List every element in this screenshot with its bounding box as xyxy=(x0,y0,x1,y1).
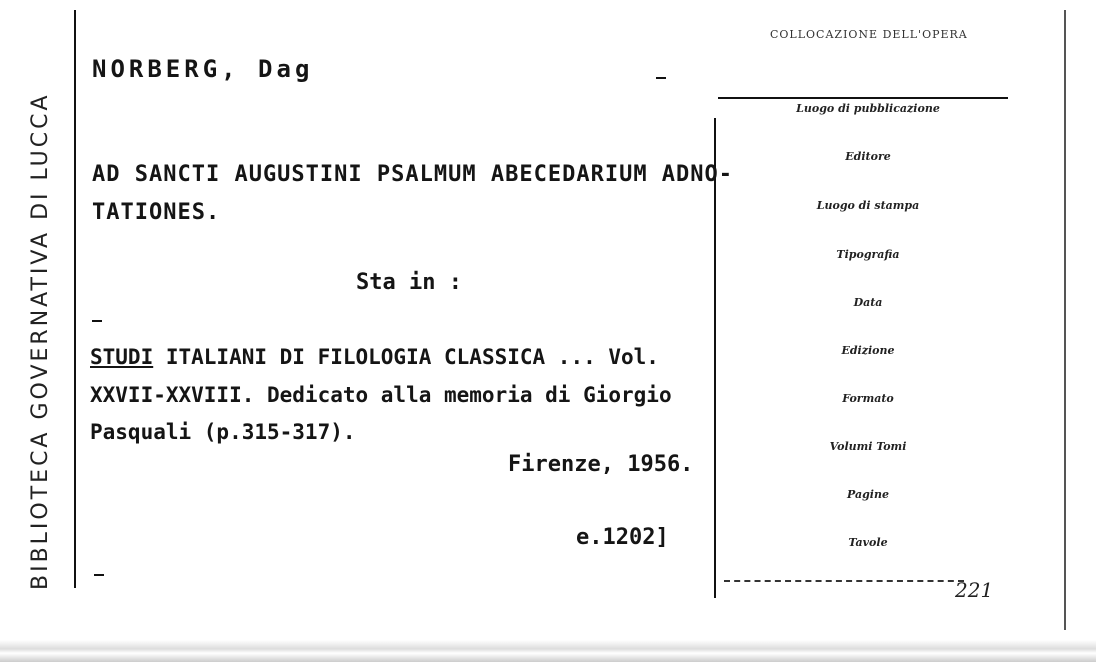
card-right-edge xyxy=(1064,10,1066,630)
series-line-2: XXVII-XXVIII. Dedicato alla memoria di Giorgio xyxy=(90,383,672,407)
small-dash-3 xyxy=(656,77,666,79)
field-publisher: Editore xyxy=(845,150,891,163)
small-dash-2 xyxy=(94,574,104,576)
small-dash-1 xyxy=(92,320,102,322)
field-printer: Tipografia xyxy=(836,248,900,261)
series-underlined-word: STUDI xyxy=(90,345,154,369)
scan-edge xyxy=(0,640,1096,662)
field-date: Data xyxy=(853,296,883,309)
title-line-2: TATIONES. xyxy=(92,200,221,225)
series-line-1-rest: ITALIANI DI FILOLOGIA CLASSICA ... Vol. xyxy=(153,345,659,369)
contained-in-label: Sta in : xyxy=(356,270,462,295)
field-place-of-printing: Luogo di stampa xyxy=(816,199,920,212)
series-line-1 xyxy=(90,345,659,369)
field-plates: Tavole xyxy=(848,536,888,549)
handwritten-page-number: 221 xyxy=(955,578,994,602)
left-margin-rule xyxy=(74,10,76,588)
bottom-dashed-rule xyxy=(724,580,964,582)
field-edition: Edizione xyxy=(841,344,895,357)
field-pages: Pagine xyxy=(847,488,889,501)
title-line-1: AD SANCTI AUGUSTINI PSALMUM ABECEDARIUM ADNO- xyxy=(92,162,734,187)
author-heading: NORBERG, Dag xyxy=(92,55,314,83)
library-stamp: BIBLIOTECA GOVERNATIVA DI LUCCA xyxy=(28,92,53,590)
field-place-of-publication: Luogo di pubblicazione xyxy=(796,102,940,115)
field-volumes: Volumi Tomi xyxy=(829,440,907,453)
call-number: e.1202] xyxy=(576,525,669,550)
panel-top-rule xyxy=(718,97,1008,99)
place-and-date: Firenze, 1956. xyxy=(508,452,694,477)
panel-title: COLLOCAZIONE DELL'OPERA xyxy=(770,28,968,41)
field-format: Formato xyxy=(842,392,894,405)
series-line-3: Pasquali (p.315-317). xyxy=(90,420,356,444)
panel-divider xyxy=(714,118,716,598)
